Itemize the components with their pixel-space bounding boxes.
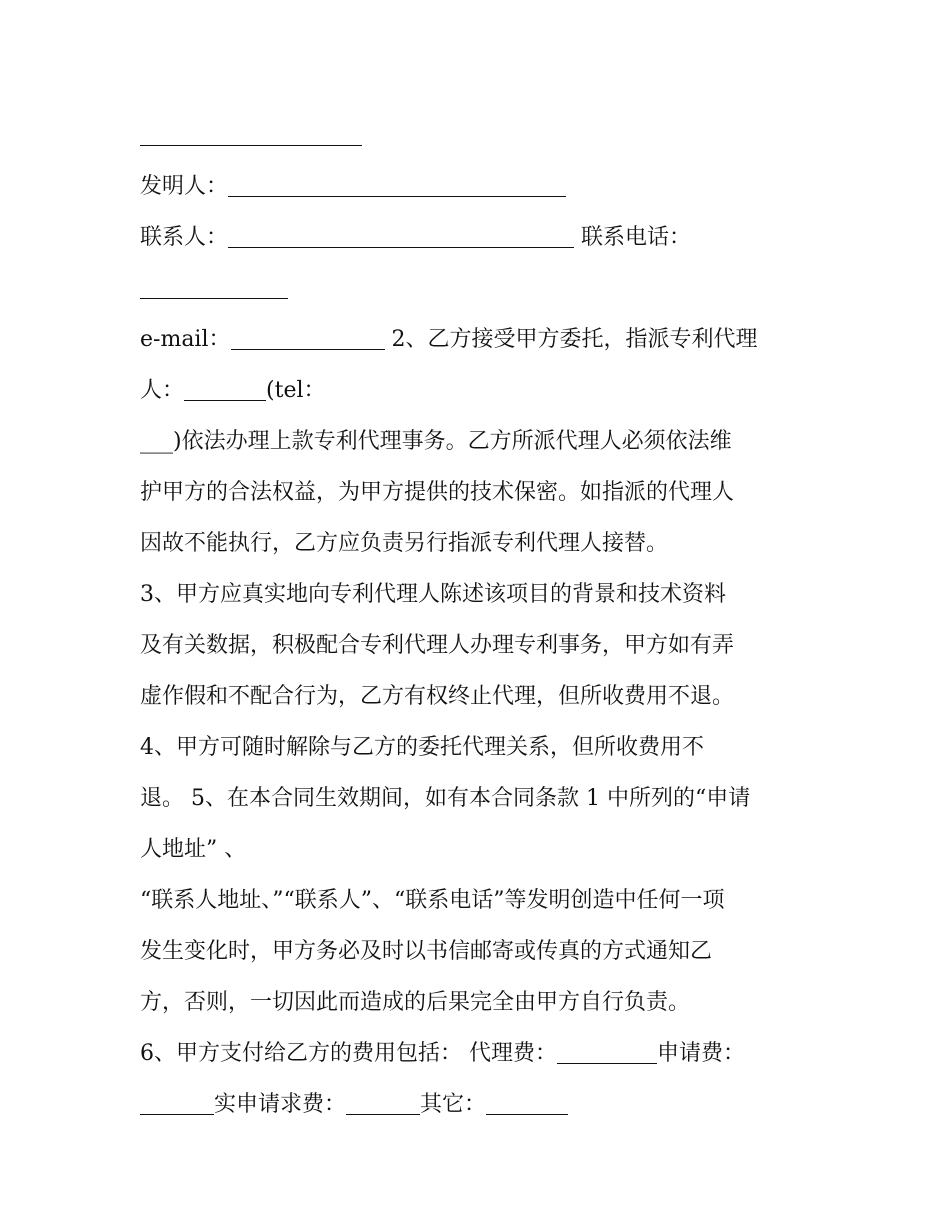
contact-label: 联系人：	[140, 225, 229, 250]
line-phone-blank	[140, 263, 820, 314]
line-fees-1	[140, 1028, 820, 1079]
agent-label: 人：	[140, 378, 185, 403]
other-fee-blank[interactable]	[486, 1088, 568, 1115]
agent-blank[interactable]	[184, 374, 266, 401]
line-email	[140, 314, 820, 365]
blank-field[interactable]	[140, 119, 362, 146]
clause-2-start: 2、乙方接受甲方委托，指派专利代理	[391, 327, 758, 352]
paragraph-line: 人地址” 、	[140, 837, 247, 862]
tel-label: (tel：	[266, 378, 326, 403]
inventor-label: 发明人：	[140, 174, 229, 199]
contract-page	[140, 110, 820, 1130]
paragraph-line: ___)依法办理上款专利代理事务。乙方所派代理人必须依法维	[140, 429, 732, 454]
clause-6-agency-fee-label: 6、甲方支付给乙方的费用包括： 代理费：	[140, 1041, 557, 1066]
other-fee-label: 其它：	[420, 1092, 487, 1117]
line-fees-2	[140, 1079, 820, 1130]
application-fee-blank[interactable]	[140, 1088, 214, 1115]
contact-blank[interactable]	[228, 221, 574, 248]
line-inventor	[140, 161, 820, 212]
paragraph-line: 发生变化时，甲方务必及时以书信邮寄或传真的方式通知乙	[140, 939, 713, 964]
application-fee-label: 申请费：	[657, 1041, 746, 1066]
inventor-blank[interactable]	[228, 170, 566, 197]
email-blank[interactable]	[231, 323, 385, 350]
clause-4-line: 4、甲方可随时解除与乙方的委托代理关系，但所收费用不	[140, 735, 704, 760]
contact-phone-blank[interactable]	[140, 272, 288, 299]
clause-5-line: 退。 5、在本合同生效期间，如有本合同条款 1 中所列的“申请	[140, 786, 751, 811]
line-top-blank	[140, 110, 820, 161]
paragraph-line: 虚作假和不配合行为，乙方有权终止代理，但所收费用不退。	[140, 684, 735, 709]
paragraph-line: 方，否则，一切因此而造成的后果完全由甲方自行负责。	[140, 990, 691, 1015]
email-label: e-mail：	[140, 327, 231, 352]
paragraph-line: 因故不能执行，乙方应负责另行指派专利代理人接替。	[140, 531, 669, 556]
examination-fee-label: 实申请求费：	[214, 1092, 347, 1117]
agency-fee-blank[interactable]	[557, 1037, 657, 1064]
contact-phone-label: 联系电话：	[581, 225, 692, 250]
clause-3-line: 3、甲方应真实地向专利代理人陈述该项目的背景和技术资料	[140, 582, 726, 607]
paragraph-line: 及有关数据，积极配合专利代理人办理专利事务，甲方如有弄	[140, 633, 735, 658]
paragraph-line: 护甲方的合法权益，为甲方提供的技术保密。如指派的代理人	[140, 480, 735, 505]
examination-fee-blank[interactable]	[346, 1088, 420, 1115]
line-contact	[140, 212, 820, 263]
paragraph-line: “联系人地址、”“联系人”、“联系电话”等发明创造中任何一项	[140, 888, 725, 913]
line-agent	[140, 365, 820, 416]
